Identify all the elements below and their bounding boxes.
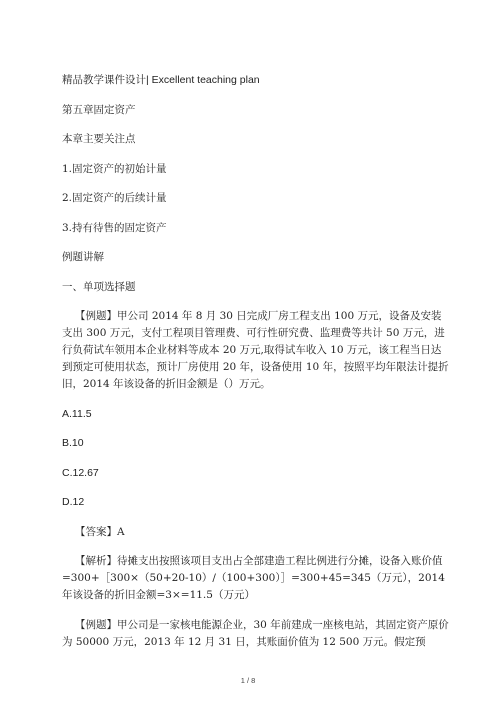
question-1-analysis: 【解析】待摊支出按照该项目支出占全部建造工程比例进行分摊，设备入账价值=300+［300×（50+20-10）/（100+300）］=300+45=345（万元），2014 年该设备的折旧金额=3×=11.5（万元）	[62, 555, 445, 601]
page-number: 1 / 8	[240, 676, 256, 685]
subsection-title: 一、单项选择题	[62, 280, 136, 293]
focus-item: 3.持有待售的固定资产	[62, 221, 167, 234]
chapter-title: 第五章固定资产	[62, 103, 136, 116]
page-content	[62, 72, 450, 663]
option-d: D.12	[62, 496, 85, 508]
question-1-text: 【例题】甲公司 2014 年 8 月 30 日完成厂房工程支出 100 万元，设备及安装支出 300 万元，支付工程项目管理费、可行性研究费、监理费等共计 50 万元，进行负荷试车领用本企业材料等成本 20 万元,取得试车收入 10 万元，该工程当日达到预定可使用状态，预计厂房使用 20 年，设备使用 10 年，按照平均年限法计提折旧，2014 年该设备的折旧金额是（）万元。	[62, 310, 449, 390]
focus-title: 本章主要关注点	[62, 133, 136, 145]
focus-item: 1.固定资产的初始计量	[62, 162, 167, 175]
page-header-text: 精品教学课件设计| Excellent teaching plan	[62, 74, 260, 86]
question-2-text: 【例题】甲公司是一家核电能源企业，30 年前建成一座核电站，其固定资产原价为 50000 万元，2013 年 12 月 31 日，其账面价值为 12 500 万元。假定预	[62, 618, 449, 648]
question-1-answer: 【答案】A	[75, 525, 125, 538]
focus-item: 2.固定资产的后续计量	[62, 192, 167, 204]
option-c: C.12.67	[62, 466, 99, 479]
option-b: B.10	[62, 437, 84, 449]
section-title: 例题讲解	[62, 251, 104, 263]
option-a: A.11.5	[62, 407, 92, 420]
